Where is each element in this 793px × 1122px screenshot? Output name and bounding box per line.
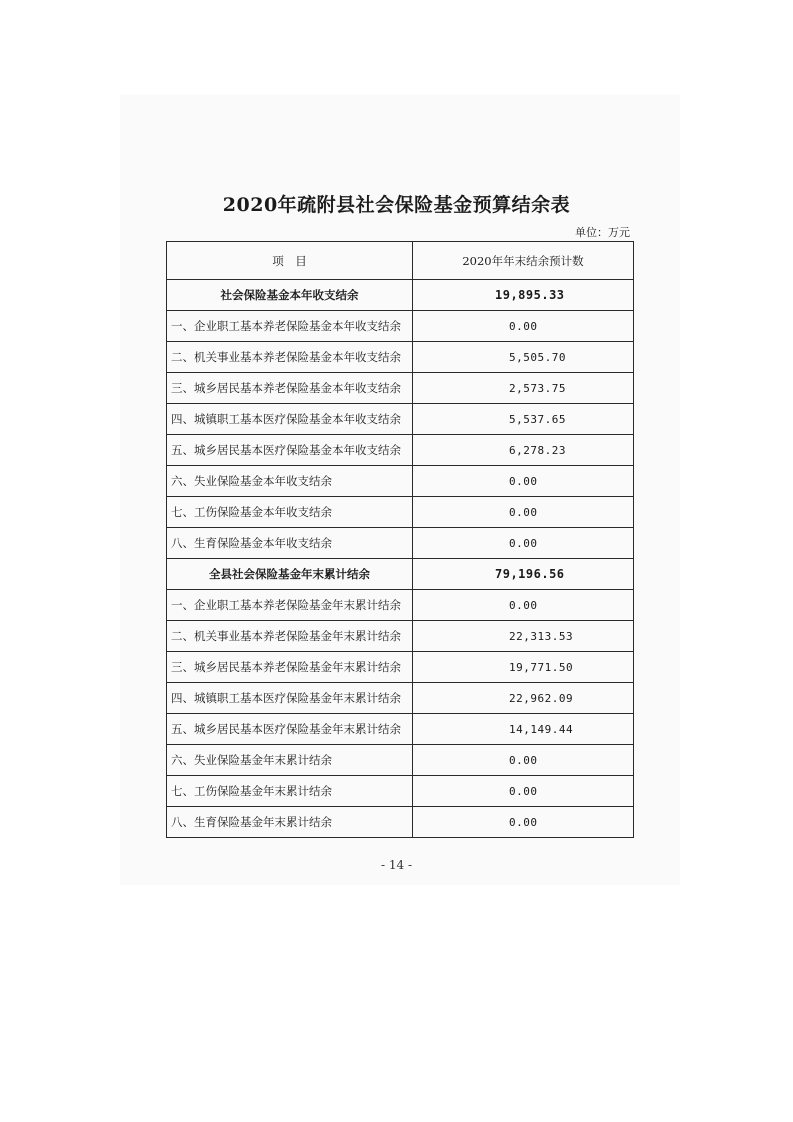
- table-row: [167, 745, 634, 776]
- row-value: 5,537.65: [413, 404, 634, 435]
- row-label: 八、生育保险基金本年收支结余: [167, 528, 413, 559]
- row-label: 六、失业保险基金本年收支结余: [167, 466, 413, 497]
- row-label: 三、城乡居民基本养老保险基金年末累计结余: [167, 652, 413, 683]
- table-row: [167, 373, 634, 404]
- row-value: 0.00: [413, 590, 634, 621]
- row-label: 四、城镇职工基本医疗保险基金本年收支结余: [167, 404, 413, 435]
- table-row: [167, 807, 634, 838]
- row-value: 22,962.09: [413, 683, 634, 714]
- row-label: 七、工伤保险基金本年收支结余: [167, 497, 413, 528]
- row-label: 五、城乡居民基本医疗保险基金本年收支结余: [167, 435, 413, 466]
- table-header: [167, 242, 634, 280]
- row-value: 0.00: [413, 497, 634, 528]
- row-value: 79,196.56: [413, 559, 634, 590]
- table-row: [167, 466, 634, 497]
- row-value: 0.00: [413, 745, 634, 776]
- table-row: [167, 311, 634, 342]
- table-row: [167, 528, 634, 559]
- table-row-subtotal: [167, 559, 634, 590]
- row-label: 五、城乡居民基本医疗保险基金年末累计结余: [167, 714, 413, 745]
- table-row: [167, 621, 634, 652]
- header-row: [167, 242, 634, 280]
- table-row: [167, 683, 634, 714]
- table-row: [167, 714, 634, 745]
- row-value: 0.00: [413, 311, 634, 342]
- row-value: 6,278.23: [413, 435, 634, 466]
- row-label: 一、企业职工基本养老保险基金年末累计结余: [167, 590, 413, 621]
- row-label: 六、失业保险基金年末累计结余: [167, 745, 413, 776]
- row-label: 社会保险基金本年收支结余: [167, 280, 413, 311]
- table-row: [167, 590, 634, 621]
- row-label: 三、城乡居民基本养老保险基金本年收支结余: [167, 373, 413, 404]
- row-value: 0.00: [413, 807, 634, 838]
- row-value: 19,895.33: [413, 280, 634, 311]
- table-row: [167, 404, 634, 435]
- row-label: 四、城镇职工基本医疗保险基金年末累计结余: [167, 683, 413, 714]
- row-label: 二、机关事业基本养老保险基金本年收支结余: [167, 342, 413, 373]
- document-title: 2020年疏附县社会保险基金预算结余表: [222, 194, 571, 216]
- table-body: [167, 280, 634, 838]
- page-number: - 14 -: [380, 858, 412, 872]
- row-value: 5,505.70: [413, 342, 634, 373]
- row-value: 19,771.50: [413, 652, 634, 683]
- row-value: 0.00: [413, 466, 634, 497]
- budget-balance-table: [166, 241, 634, 838]
- table-row: [167, 776, 634, 807]
- row-value: 0.00: [413, 528, 634, 559]
- column-header-item: 项 目: [167, 242, 413, 280]
- row-value: 0.00: [413, 776, 634, 807]
- row-label: 一、企业职工基本养老保险基金本年收支结余: [167, 311, 413, 342]
- row-label: 全县社会保险基金年末累计结余: [167, 559, 413, 590]
- unit-label: 单位：万元: [575, 226, 630, 239]
- row-value: 14,149.44: [413, 714, 634, 745]
- row-value: 22,313.53: [413, 621, 634, 652]
- table-row: [167, 342, 634, 373]
- row-label: 八、生育保险基金年末累计结余: [167, 807, 413, 838]
- row-value: 2,573.75: [413, 373, 634, 404]
- table-row: [167, 497, 634, 528]
- column-header-estimate: 2020年年末结余预计数: [413, 242, 634, 280]
- table-row-subtotal: [167, 280, 634, 311]
- table-row: [167, 652, 634, 683]
- row-label: 七、工伤保险基金年末累计结余: [167, 776, 413, 807]
- row-label: 二、机关事业基本养老保险基金年末累计结余: [167, 621, 413, 652]
- table-row: [167, 435, 634, 466]
